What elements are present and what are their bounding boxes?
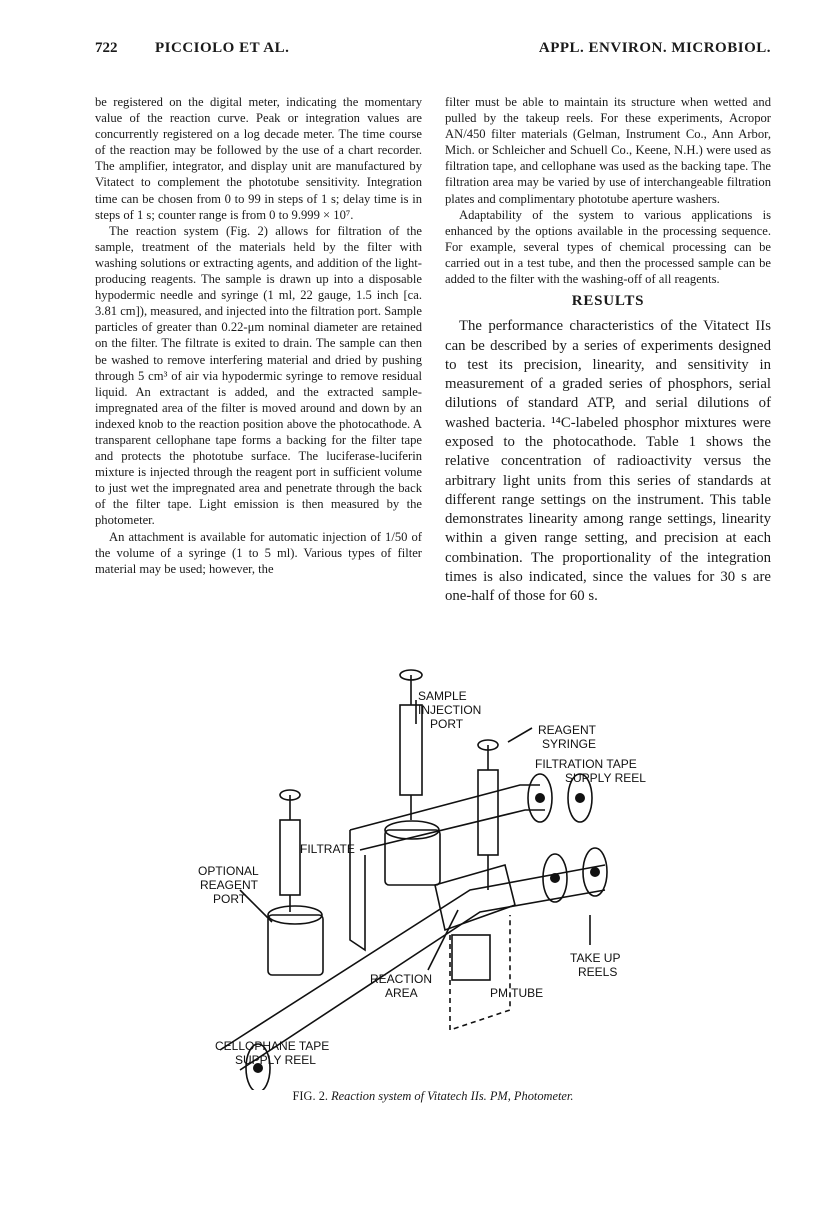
paragraph: be registered on the digital meter, indicating the momentary value of the reaction curve. Peak or integration values are concurrently registered on a log decade meter. The time course of the reaction may be followed by the use of a chart recorder. The amplifier, integrator, and display unit are manufactured by Vitatect to complement the phototube sensitivity. Integration time can be chosen from 0 to 99 in steps of 1 s; delay time is in steps of 1 s; counter range is from 0 to 9.999 × 10⁷.: [95, 95, 422, 222]
label-take-up-reels: TAKE UP: [570, 951, 621, 965]
label-sample: SAMPLE: [418, 689, 467, 703]
running-authors: PICCIOLO ET AL.: [155, 40, 290, 56]
running-header: [95, 40, 771, 64]
label-reaction-area: AREA: [385, 986, 418, 1000]
reel-hub: [590, 867, 600, 877]
leader-line: [508, 728, 532, 742]
label-reagent-syringe: REAGENT: [538, 723, 597, 737]
paragraph: The reaction system (Fig. 2) allows for filtration of the sample, treatment of the materials held by the filter with washing solutions or extracting agents, and addition of the light-producing reagents. The sample is drawn up into a disposable hypodermic needle and syringe (1 ml, 22 gauge, 1.5 inch [ca. 3.81 cm]), measured, and injected into the filtration port. Sample particles of greater than 0.22-μm nominal diameter are retained on the filter. The filtrate is exited to drain. The sample can then be washed to remove interfering material and dried by pushing through 5 cm³ of air via hypodermic syringe to remove residual liquid. An extractant is added, and the extracted sample-impregnated area of the filter is moved around and down by an indexed knob to the reaction position above the photocathode. A transparent cellophane tape forms a backing for the filter tape and protects the phototube surface. The luciferase-luciferin mixture is injected through the reagent port in sufficient volume to just wet the impregnated area and penetrate through the back of the filter tape. Light emission is then measured by the photometer.: [95, 223, 422, 528]
reaction-block: [435, 865, 515, 930]
section-heading: RESULTS: [571, 293, 645, 310]
cellophane-tape-edge: [220, 865, 605, 1050]
label-cellophane-reel: SUPPLY REEL: [235, 1053, 316, 1067]
label-filtration-reel: SUPPLY REEL: [565, 771, 646, 785]
left-syringe-barrel: [280, 820, 300, 895]
figure-reaction-system: [180, 650, 660, 1090]
paragraph: filter must be able to maintain its structure when wetted and pulled by the takeup reels. For these experiments, Acropor AN/450 filter materials (Gelman, Instrument Co., Ann Arbor, Mich. or Schleicher and Schuell Co., Keene, N.H.) were used as filtration tape, and cellophane was used as the backing tape. The filtration area may be varied by use of interchangeable filtration plates and complimentary phototube aperture washers.: [445, 95, 771, 206]
label-take-up-reels: REELS: [578, 965, 618, 979]
label-optional-port: OPTIONAL: [198, 864, 259, 878]
reel-hub: [535, 793, 545, 803]
filtration-tape-edge: [350, 785, 540, 830]
caption-text: Reaction system of Vitatech IIs. PM, Photometer.: [331, 1089, 574, 1103]
label-sample: PORT: [430, 717, 464, 731]
pm-tube-body: [452, 935, 490, 980]
center-syringe-barrel: [400, 705, 422, 795]
label-filtration-reel: FILTRATION TAPE: [535, 757, 637, 771]
journal-name: APPL. ENVIRON. MICROBIOL.: [538, 40, 771, 56]
label-optional-port: PORT: [213, 892, 247, 906]
reaction-system-diagram: [180, 650, 660, 1090]
label-filtrate: FILTRATE: [300, 842, 355, 856]
page-number: 722: [95, 40, 118, 56]
pm-tube-outline: [450, 915, 510, 1030]
label-reaction-area: REACTION: [370, 972, 433, 986]
label-optional-port: REAGENT: [200, 878, 259, 892]
paragraph: The performance characteristics of the Vitatect IIs can be described by a series of experiments designed to test its precision, linearity, and sensitivity in measurement of a graded series of phosphors, serial dilutions of standard ATP, and serial dilutions of washed bacteria. ¹⁴C-labeled phosphor mixtures were exposed to the photocathode. Table 1 shows the relative concentration of radioactivity versus the arbitrary light units from this series of standards at different range settings on the instrument. This table demonstrates linearity among range settings, linearity within a given range setting, and precision at each combination. The proportionality of the integration times is also indicated, since the values for 30 s are one-half of those for 60 s.: [445, 318, 771, 605]
paragraph: An attachment is available for automatic injection of 1/50 of the volume of a syringe (1 to 5 ml). Various types of filter material may be used; however, the: [95, 529, 422, 576]
paragraph: Adaptability of the system to various applications is enhanced by the options available in the processing sequence. For example, several types of chemical processing can be carried out in a test tube, and then the processed sample can be added to the filter with the washing-off of all reagents.: [445, 207, 771, 287]
reel-hub: [550, 873, 560, 883]
label-sample: INJECTION: [418, 703, 482, 717]
reel-hub: [575, 793, 585, 803]
right-column: [445, 94, 771, 607]
label-pm-tube: PM TUBE: [490, 986, 544, 1000]
caption-label: FIG. 2.: [292, 1089, 328, 1103]
label-cellophane-reel: CELLOPHANE TAPE: [215, 1039, 330, 1053]
label-reagent-syringe: SYRINGE: [542, 737, 597, 751]
figure-caption: [95, 1089, 771, 1104]
right-syringe-barrel: [478, 770, 498, 855]
left-column: [95, 94, 422, 577]
